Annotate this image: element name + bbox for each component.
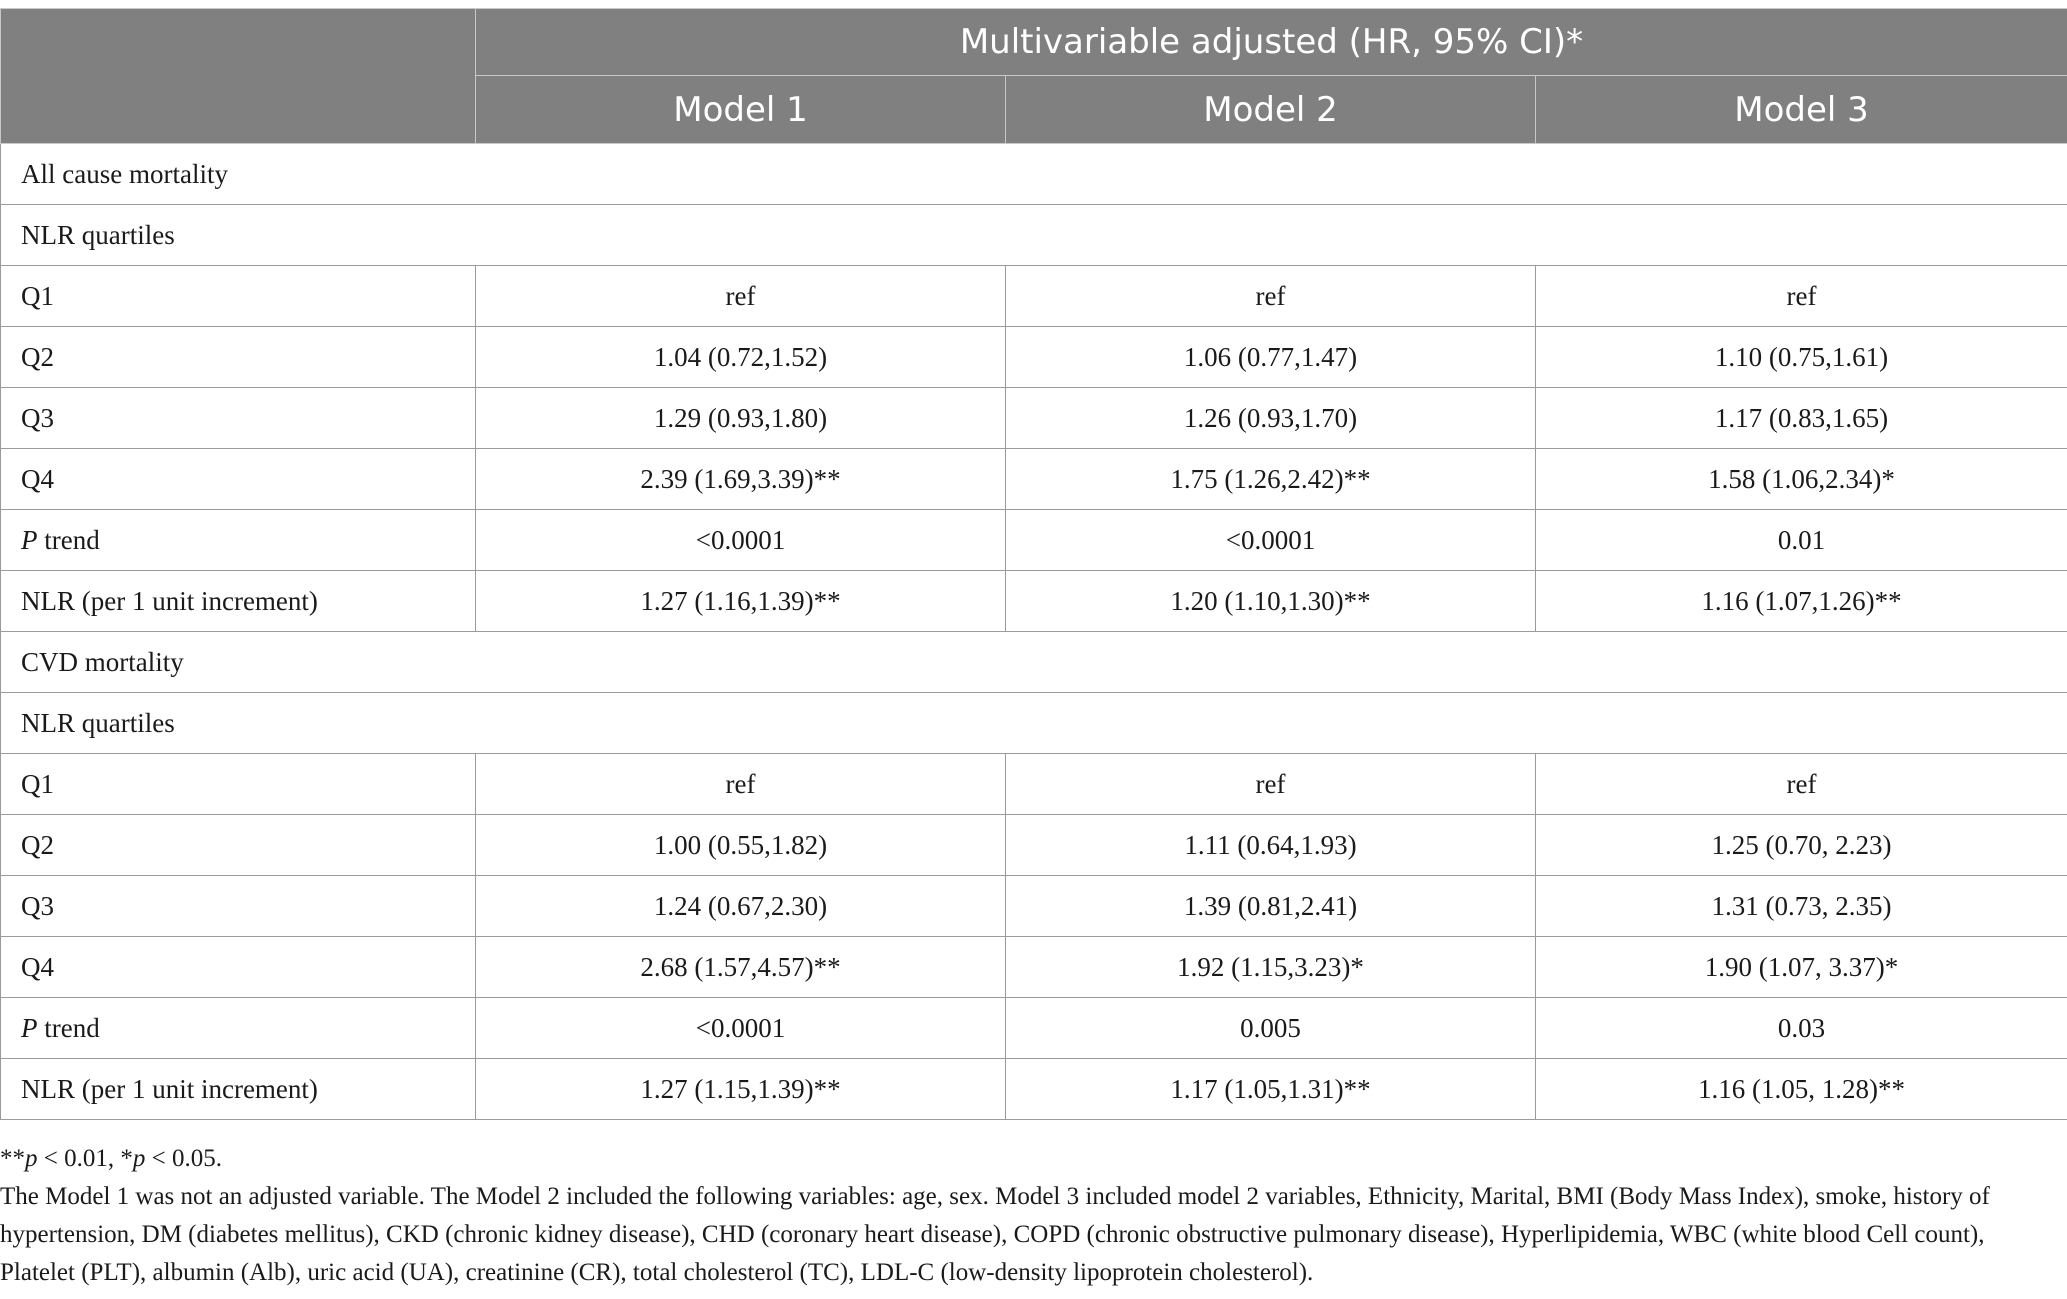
cell-model-3: 1.16 (1.07,1.26)** [1536,571,2067,632]
cell-model-2: 1.92 (1.15,3.23)* [1006,937,1536,998]
cell-model-3: ref [1536,754,2067,815]
table-body [1,144,2067,1120]
p-symbol: P [21,1012,38,1043]
cell-model-3: 1.17 (0.83,1.65) [1536,388,2067,449]
row-label: Q1 [1,754,476,815]
row-label: Q2 [1,327,476,388]
row-label-p-trend [1,998,476,1059]
header-group-title: Multivariable adjusted (HR, 95% CI)* [476,9,2067,76]
cell-model-1: 1.27 (1.16,1.39)** [476,571,1006,632]
cell-model-1: ref [476,754,1006,815]
row-label: Q4 [1,449,476,510]
cell-model-1: <0.0001 [476,510,1006,571]
subsection-row-quartiles [1,205,2067,266]
row-label-rest: trend [37,524,100,555]
p-symbol: P [21,524,38,555]
row-label: NLR (per 1 unit increment) [1,571,476,632]
table-row [1,388,2067,449]
table-row [1,266,2067,327]
cell-model-3: 1.25 (0.70, 2.23) [1536,815,2067,876]
cell-model-3: 0.03 [1536,998,2067,1059]
subsection-title: NLR quartiles [1,205,2067,266]
cell-model-1: 1.24 (0.67,2.30) [476,876,1006,937]
table-row [1,754,2067,815]
subsection-row-quartiles [1,693,2067,754]
section-title: All cause mortality [1,144,2067,205]
p-symbol: p [25,1145,38,1172]
table-row [1,815,2067,876]
table-row [1,449,2067,510]
table-row [1,876,2067,937]
table-row [1,571,2067,632]
cell-model-3: 1.16 (1.05, 1.28)** [1536,1059,2067,1120]
header-corner-cell [1,9,476,144]
cell-model-2: 1.26 (0.93,1.70) [1006,388,1536,449]
header-model-3: Model 3 [1536,76,2067,144]
header-model-1: Model 1 [476,76,1006,144]
cell-model-1: 2.39 (1.69,3.39)** [476,449,1006,510]
cell-model-1: 1.00 (0.55,1.82) [476,815,1006,876]
cell-model-3: 1.10 (0.75,1.61) [1536,327,2067,388]
threshold-text: < 0.01, * [37,1145,133,1172]
cell-model-3: 1.58 (1.06,2.34)* [1536,449,2067,510]
section-row-cvd [1,632,2067,693]
cell-model-1: 1.04 (0.72,1.52) [476,327,1006,388]
cell-model-2: 1.06 (0.77,1.47) [1006,327,1536,388]
header-model-2: Model 2 [1006,76,1536,144]
results-table [0,8,2067,1120]
row-label-rest: trend [37,1012,100,1043]
row-label: Q2 [1,815,476,876]
cell-model-2: ref [1006,266,1536,327]
row-label: NLR (per 1 unit increment) [1,1059,476,1120]
row-label: Q3 [1,388,476,449]
section-title: CVD mortality [1,632,2067,693]
table-header [1,9,2067,144]
row-label: Q3 [1,876,476,937]
cell-model-2: 1.17 (1.05,1.31)** [1006,1059,1536,1120]
cell-model-2: ref [1006,754,1536,815]
row-label-p-trend [1,510,476,571]
models-note: The Model 1 was not an adjusted variable. The Model 2 included the following variables: age, sex. Model 3 included model 2 variables, Ethnicity, Marital, BMI (Body Mass Index), smoke, history of hypertension, DM (diabetes mellitus), CKD (chronic kidney disease), CHD (coronary heart disease), COPD (chronic obstructive pulmonary disease), Hyperlipidemia, WBC (white blood Cell count), Platelet (PLT), albumin (Alb), uric acid (UA), creatinine (CR), total cholesterol (TC), LDL-C (low-density lipoprotein cholesterol). [0,1183,1990,1286]
cell-model-2: 1.11 (0.64,1.93) [1006,815,1536,876]
cell-model-1: ref [476,266,1006,327]
table-row [1,998,2067,1059]
row-label: Q4 [1,937,476,998]
section-row-all-cause [1,144,2067,205]
cell-model-2: 1.39 (0.81,2.41) [1006,876,1536,937]
cell-model-2: 1.20 (1.10,1.30)** [1006,571,1536,632]
cell-model-1: 2.68 (1.57,4.57)** [476,937,1006,998]
cell-model-1: <0.0001 [476,998,1006,1059]
subsection-title: NLR quartiles [1,693,2067,754]
cell-model-2: 1.75 (1.26,2.42)** [1006,449,1536,510]
table-row [1,510,2067,571]
cell-model-2: 0.005 [1006,998,1536,1059]
table-footnotes [0,1140,2060,1292]
cell-model-3: 0.01 [1536,510,2067,571]
row-label: Q1 [1,266,476,327]
cell-model-3: 1.90 (1.07, 3.37)* [1536,937,2067,998]
stars: ** [0,1145,25,1172]
table-row [1,937,2067,998]
cell-model-3: ref [1536,266,2067,327]
threshold-text: < 0.05. [145,1145,222,1172]
table-row [1,327,2067,388]
cell-model-2: <0.0001 [1006,510,1536,571]
cell-model-3: 1.31 (0.73, 2.35) [1536,876,2067,937]
cell-model-1: 1.27 (1.15,1.39)** [476,1059,1006,1120]
cell-model-1: 1.29 (0.93,1.80) [476,388,1006,449]
p-symbol: p [132,1145,146,1172]
significance-note [0,1140,2060,1178]
table-row [1,1059,2067,1120]
